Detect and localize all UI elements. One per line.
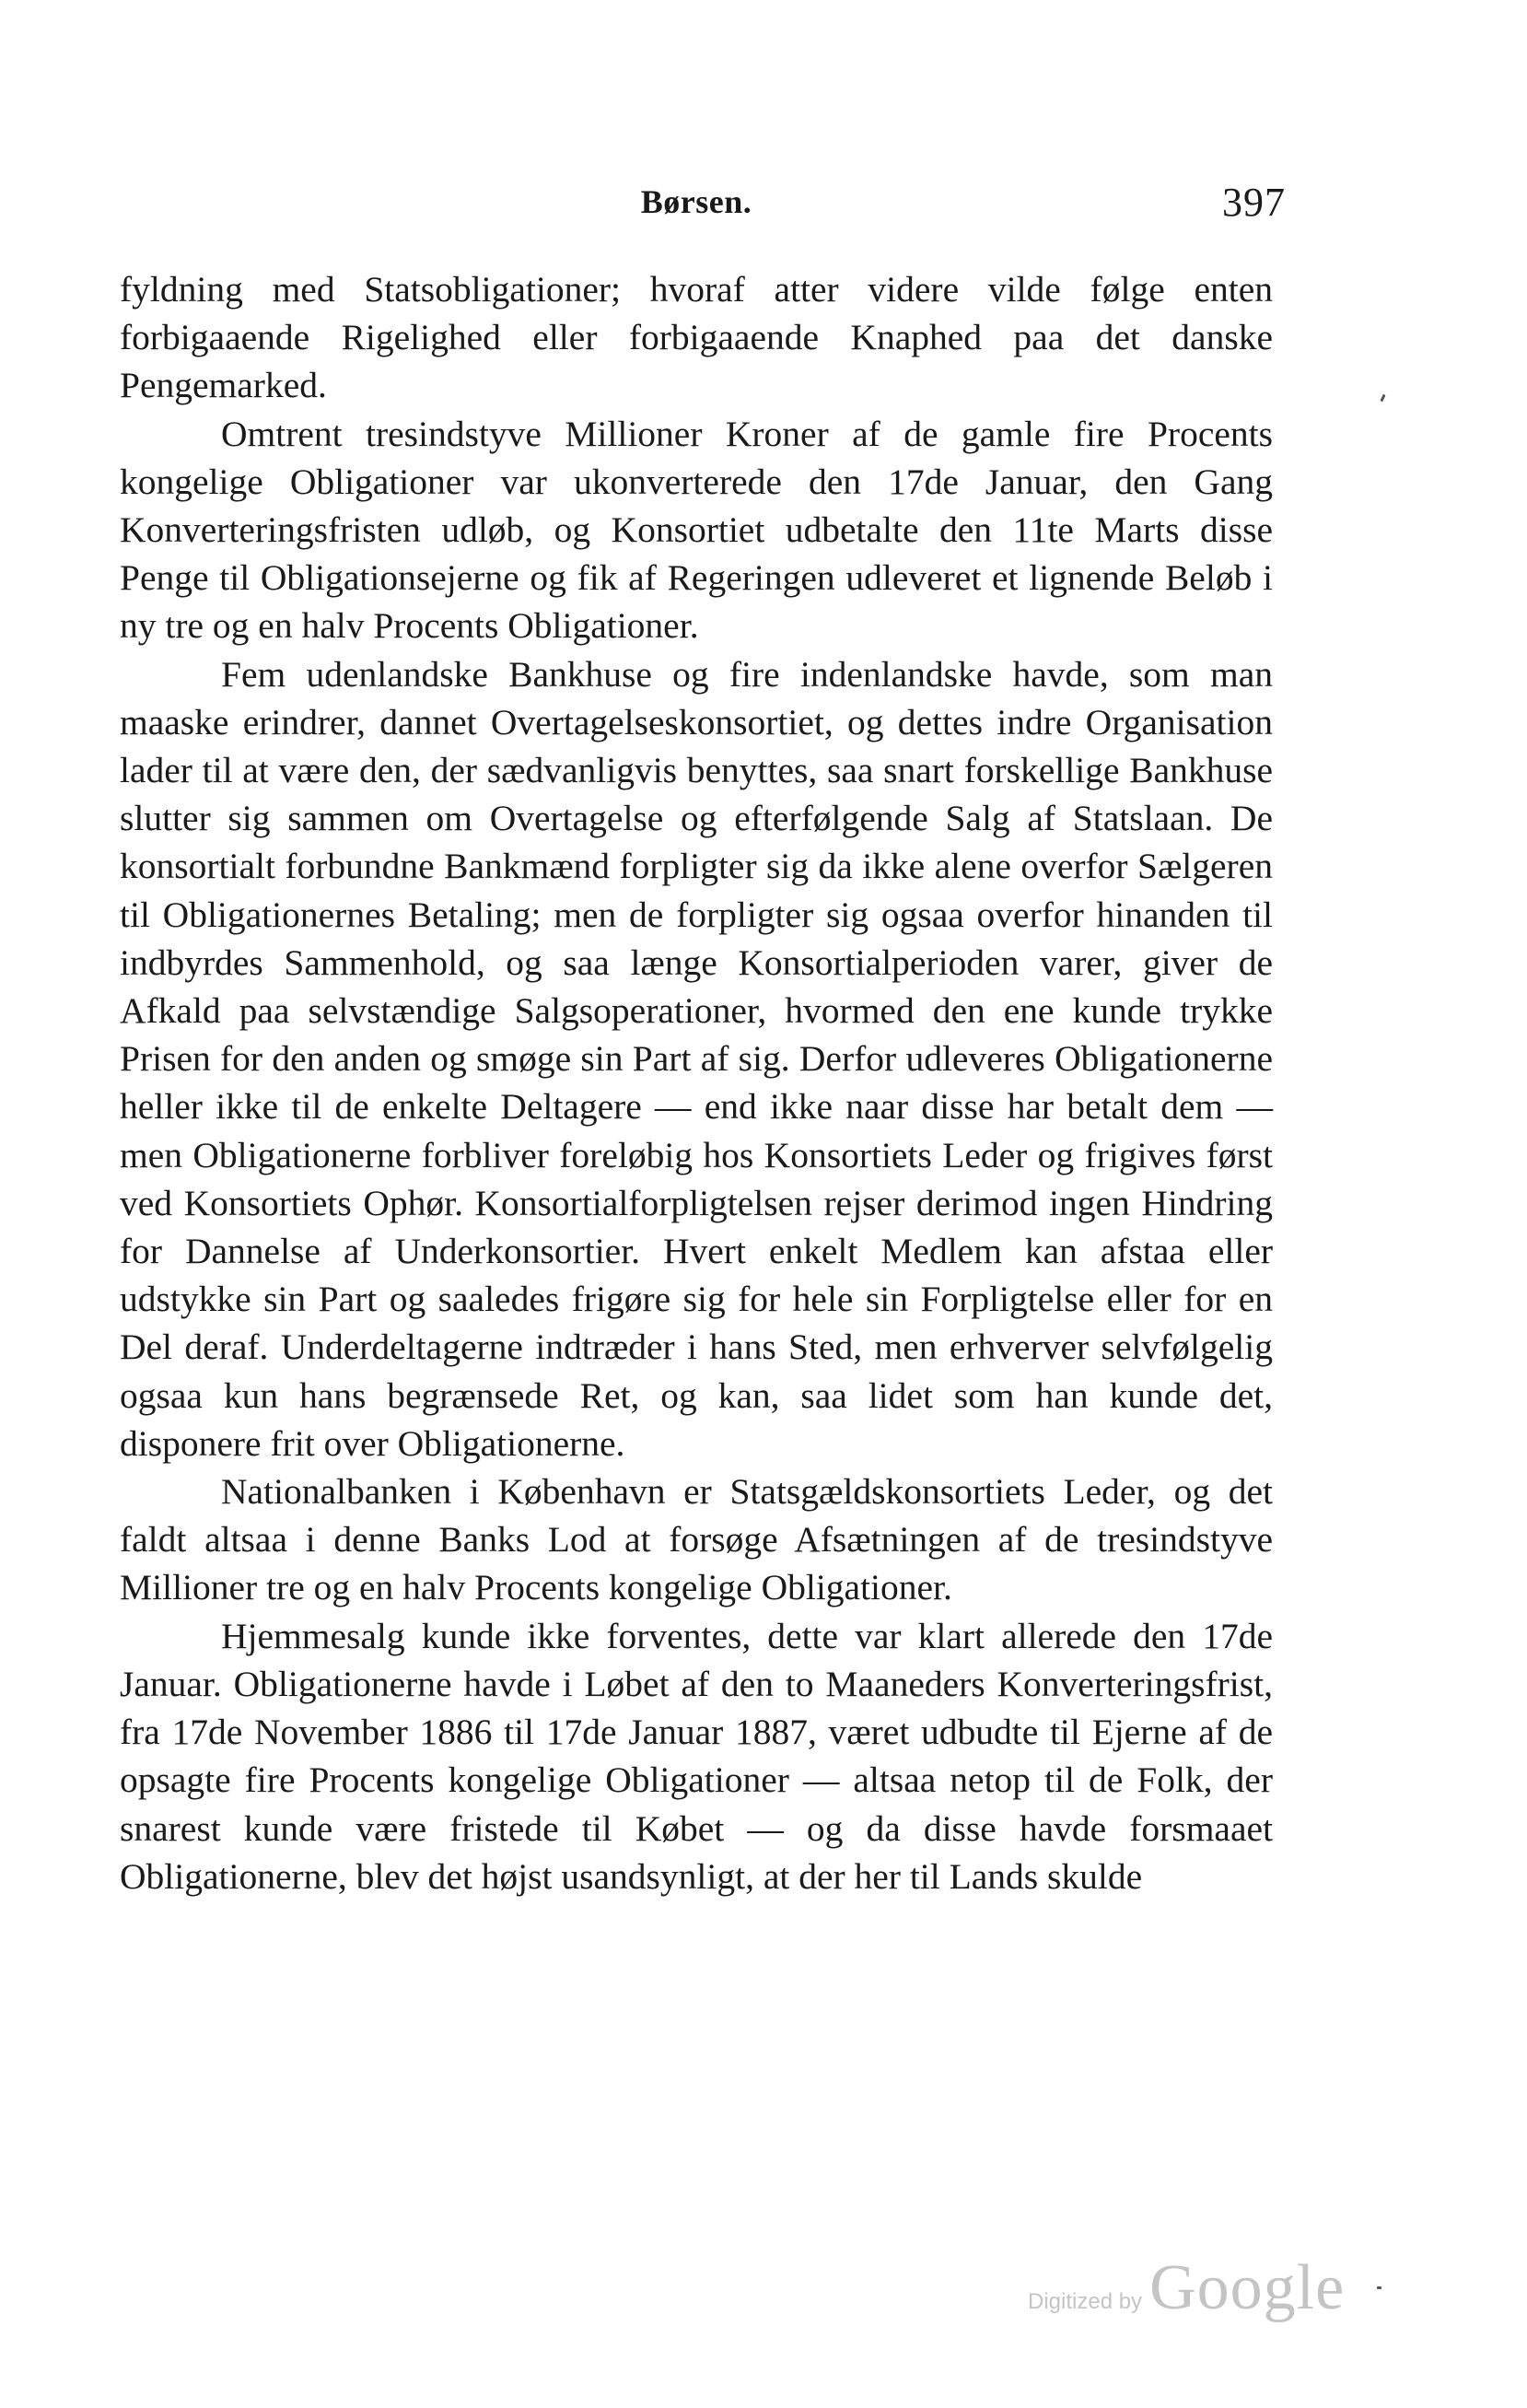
- scan-speck: [1377, 2286, 1381, 2289]
- digitized-by-google-watermark: [1028, 2251, 1345, 2334]
- paragraph-continuation: fyldning med Statsobligationer; hvoraf atter videre vilde følge enten forbigaaende Rigelighed eller forbigaaende Knaphed paa det danske Pengemarked.: [120, 269, 1273, 406]
- watermark-prefix: Digitized by: [1028, 2289, 1143, 2314]
- body-text: [120, 265, 1273, 1900]
- running-head: [120, 180, 1286, 228]
- paragraph: Hjemmesalg kunde ikke forventes, dette var klart allerede den 17de Januar. Obligationerne havde i Løbet af den to Maaneders Konverteringsfrist, fra 17de November 1886 til 17de Januar 1887, været udbudte til Ejerne af de opsagte fire Procents kongelige Obligationer — altsaa netop til de Folk, der snarest kunde være fristede til Købet — og da disse havde forsmaaet Obligationerne, blev det højst usandsynligt, at der her til Lands skulde: [120, 1615, 1273, 1897]
- paragraph: Fem udenlandske Bankhuse og fire indenlandske havde, som man maaske erindrer, dannet Overtagelseskonsortiet, og dettes indre Organisation lader til at være den, der sædvanligvis benyttes, saa snart forskellige Bankhuse slutter sig sammen om Overtagelse og efterfølgende Salg af Statslaan. De konsortialt forbundne Bankmænd forpligter sig da ikke alene overfor Sælgeren til Obligationernes Betaling; men de forpligter sig ogsaa overfor hinanden til indbyrdes Sammenhold, og saa længe Konsortialperioden varer, giver de Afkald paa selvstændige Salgsoperationer, hvormed den ene kunde trykke Prisen for den anden og smøge sin Part af sig. Derfor udleveres Obligationerne heller ikke til de enkelte Deltagere — end ikke naar disse har betalt dem — men Obligationerne forbliver foreløbig hos Konsortiets Leder og frigives først ved Konsortiets Ophør. Konsortialforpligtelsen rejser derimod ingen Hindring for Dannelse af Underkonsortier. Hvert enkelt Medlem kan afstaa eller udstykke sin Part og saaledes frigøre sig for hele sin Forpligtelse eller for en Del deraf. Underdeltagerne indtræder i hans Sted, men erhverver selvfølgelig ogsaa kun hans begrænsede Ret, og kan, saa lidet som han kunde det, disponere frit over Obligationerne.: [120, 653, 1273, 1464]
- page-number: 397: [1222, 180, 1286, 225]
- google-logo: Google: [1149, 2252, 1346, 2323]
- paragraph: Nationalbanken i København er Statsgældskonsortiets Leder, og det faldt altsaa i denne Banks Lod at forsøge Afsætningen af de tresindstyve Millioner tre og en halv Procents kongelige Obligationer.: [120, 1471, 1273, 1608]
- paragraph: Omtrent tresindstyve Millioner Kroner af de gamle fire Procents kongelige Obligationer var ukonverterede den 17de Januar, den Gang Konverteringsfristen udløb, og Konsortiet udbetalte den 11te Marts disse Penge til Obligationsejerne og fik af Regeringen udleveret et lignende Beløb i ny tre og en halv Procents Obligationer.: [120, 413, 1273, 647]
- running-title: Børsen.: [640, 183, 752, 220]
- scan-speck: [1380, 394, 1385, 403]
